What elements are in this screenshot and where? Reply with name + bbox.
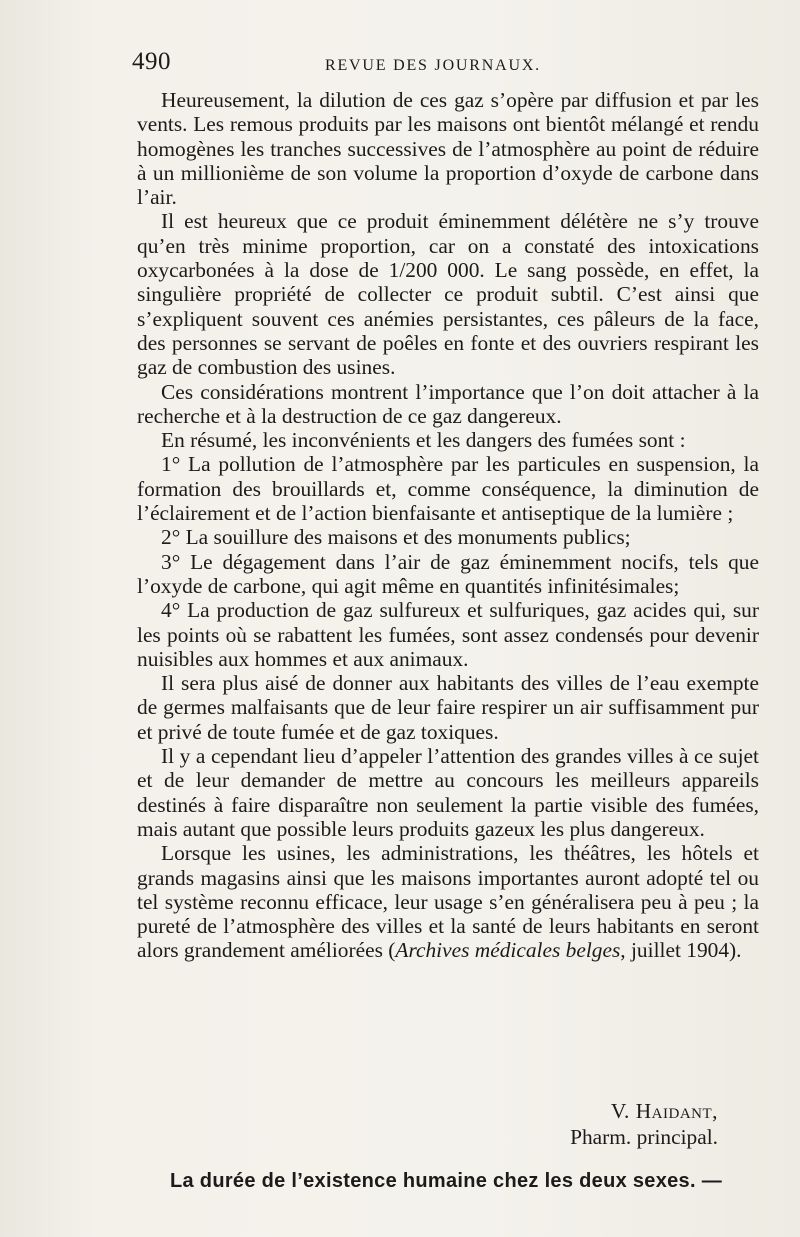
paragraph <box>137 841 759 962</box>
paragraph: Il est heureux que ce produit éminemment délétère ne s’y trouve qu’en très minime proportion, car on a constaté des intoxications oxycarbonées à la dose de 1/200 000. Le sang possède, en effet, la singulière propriété de collecter ce produit subtil. C’est ainsi que s’expliquent souvent ces anémies persistantes, ces pâleurs de la face, des personnes se servant de poêles en fonte et des ouvriers respirant les gaz de combustion des usines. <box>137 209 759 380</box>
list-item: 1° La pollution de l’atmosphère par les particules en suspension, la formation des brouillards et, comme conséquence, la diminution de l’éclairement et de l’action bienfaisante et antiseptique de la lumière ; <box>137 452 759 526</box>
article-body <box>137 88 759 963</box>
citation-source: Archives médicales belges <box>395 938 621 963</box>
paragraph: Heureusement, la dilution de ces gaz s’opère par diffusion et par les vents. Les remous produits par les maisons ont bientôt mélangé et rendu homogènes les tranches successives de l’atmosphère au point de réduire à un millionième de son volume la proportion d’oxyde de carbone dans l’air. <box>137 88 759 210</box>
author-name: V. Haidant, <box>610 1099 718 1123</box>
paragraph-text: Lorsque les usines, les administrations, les théâtres, les hôtels et grands magasins ainsi que les maisons importantes auront adopté tel ou tel système reconnu efficace, leur usage s’en généralisera peu à peu ; la pureté de l’atmosphère des villes et la santé de leurs habitants en seront alors grandement améliorées <box>137 841 759 963</box>
list-item: 4° La production de gaz sulfureux et sulfuriques, gaz acides qui, sur les points où se rabattent les fumées, sont assez condensés pour devenir nuisibles aux hommes et aux animaux. <box>137 598 759 671</box>
author-title: Pharm. principal. <box>570 1125 718 1149</box>
citation <box>388 938 741 962</box>
citation-date: , juillet 1904). <box>620 938 742 963</box>
page-header <box>132 48 762 78</box>
paragraph: Il sera plus aisé de donner aux habitants des villes de l’eau exempte de germes malfaisants que de leur faire respirer un air suffisamment pur et privé de toute fumée et de gaz toxiques. <box>137 671 759 744</box>
next-article-title: La durée de l’existence humaine chez les deux sexes. — <box>170 1170 722 1192</box>
running-head: REVUE DES JOURNAUX. <box>325 57 541 74</box>
list-item: 3° Le dégagement dans l’air de gaz éminemment nocifs, tels que l’oxyde de carbone, qui agit même en quantités infinitésimales; <box>137 549 759 598</box>
paragraph: En résumé, les inconvénients et les dangers des fumées sont : <box>161 428 686 453</box>
page-number: 490 <box>132 48 171 75</box>
paragraph: Il y a cependant lieu d’appeler l’attention des grandes villes à ce sujet et de leur demander de mettre au concours les meilleurs appareils destinés à faire disparaître non seulement la partie visible des fumées, mais autant que possible leurs produits gazeux les plus dangereux. <box>137 744 759 841</box>
signature-block <box>137 1098 718 1150</box>
paragraph: Ces considérations montrent l’importance que l’on doit attacher à la recherche et à la destruction de ce gaz dangereux. <box>137 379 759 428</box>
list-item: 2° La souillure des maisons et des monuments publics; <box>161 525 631 550</box>
citation-open: ( <box>388 938 396 963</box>
